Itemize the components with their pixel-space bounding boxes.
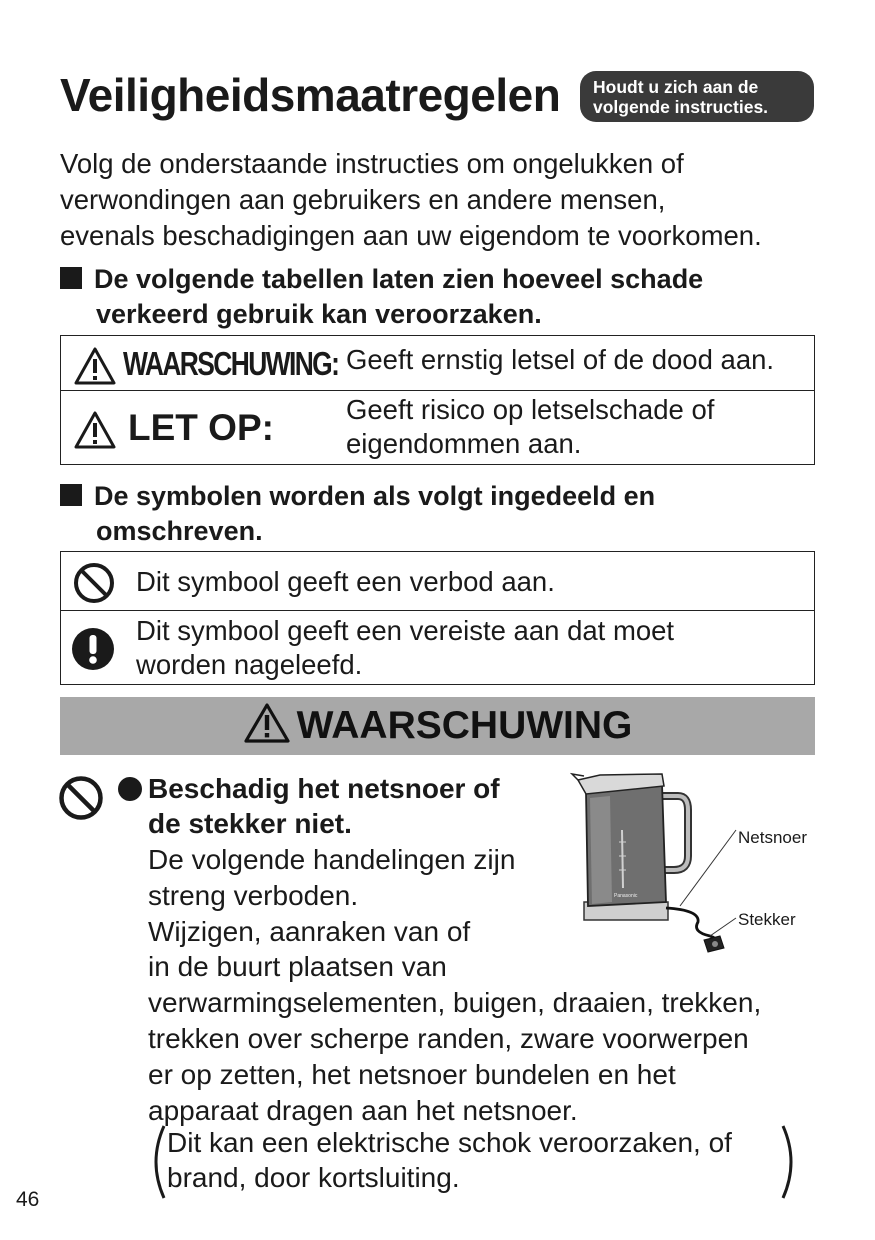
note-line: Dit kan een elektrische schok veroorzaken, of <box>167 1127 732 1158</box>
body-line: streng verboden. <box>148 879 359 911</box>
badge-line-2: volgende instructies. <box>593 97 769 117</box>
heading-line: omschreven. <box>96 516 263 546</box>
heading-line: verkeerd gebruik kan veroorzaken. <box>96 299 542 329</box>
intro-line: verwondingen aan gebruikers en andere mensen, <box>60 184 666 215</box>
instruction-badge <box>580 71 814 122</box>
mandatory-icon <box>71 627 115 671</box>
brand-text: Panasonic <box>614 893 638 899</box>
warning-description: Geeft ernstig letsel of de dood aan. <box>346 344 775 375</box>
warning-note <box>167 1125 732 1195</box>
banner-label: WAARSCHUWING <box>296 704 633 747</box>
body-line: trekken over scherpe randen, zware voorwerpen <box>148 1022 749 1054</box>
warning-triangle-icon <box>243 702 291 744</box>
mandatory-description <box>136 614 674 682</box>
caution-label-cell <box>73 407 333 454</box>
heading-line: De volgende tabellen laten zien hoeveel schade <box>94 264 704 294</box>
warning-triangle-icon <box>73 410 117 450</box>
severity-table <box>60 335 815 465</box>
caution-line: eigendommen aan. <box>346 428 582 459</box>
body-line: er op zetten, het netsnoer bundelen en het <box>148 1058 676 1090</box>
open-parenthesis-icon <box>146 1124 168 1200</box>
square-bullet-icon <box>60 267 82 289</box>
intro-line: Volg de onderstaande instructies om ongelukken of <box>60 148 684 179</box>
mandatory-line: Dit symbool geeft een vereiste aan dat moet <box>136 615 675 646</box>
symbols-table <box>60 551 815 685</box>
title-line: de stekker niet. <box>148 808 352 839</box>
title-line: Beschadig het netsnoer of <box>148 773 500 804</box>
warning-banner <box>60 697 815 755</box>
bullet-dot-icon <box>117 776 143 802</box>
caution-description <box>346 393 714 461</box>
warning-triangle-icon <box>73 346 117 386</box>
intro-paragraph <box>60 146 840 254</box>
prohibition-description: Dit symbool geeft een verbod aan. <box>136 566 555 597</box>
mandatory-line: worden nageleefd. <box>136 649 363 680</box>
section-heading-symbols <box>60 479 840 549</box>
label-stekker: Stekker <box>738 910 796 929</box>
warning-label: WAARSCHUWING: <box>123 345 339 382</box>
badge-line-1: Houdt u zich aan de <box>593 77 759 97</box>
intro-line: evenals beschadigingen aan uw eigendom te voorkomen. <box>60 220 762 251</box>
body-line: Wijzigen, aanraken van of <box>148 915 471 947</box>
caution-line: Geeft risico op letselschade of <box>346 394 715 425</box>
body-line: verwarmingselementen, buigen, draaien, trekken, <box>148 987 762 1019</box>
warning-item-title <box>148 771 500 841</box>
square-bullet-icon <box>60 484 82 506</box>
table-divider <box>61 390 814 391</box>
kettle-illustration <box>570 770 820 960</box>
label-netsnoer: Netsnoer <box>738 828 807 847</box>
body-line: apparaat dragen aan het netsnoer. <box>148 1094 578 1126</box>
close-parenthesis-icon <box>779 1124 801 1200</box>
prohibition-icon <box>58 775 104 821</box>
page-title: Veiligheidsmaatregelen <box>60 69 561 121</box>
section-heading-damage <box>60 262 840 332</box>
warning-label-cell <box>73 344 343 386</box>
caution-label: LET OP: <box>128 407 274 448</box>
table-divider <box>61 610 814 611</box>
page-number: 46 <box>16 1188 40 1211</box>
body-line: De volgende handelingen zijn <box>148 844 516 875</box>
body-line: in de buurt plaatsen van <box>148 951 447 983</box>
heading-line: De symbolen worden als volgt ingedeeld en <box>94 481 656 511</box>
prohibition-icon <box>73 562 115 604</box>
note-line: brand, door kortsluiting. <box>167 1162 460 1193</box>
